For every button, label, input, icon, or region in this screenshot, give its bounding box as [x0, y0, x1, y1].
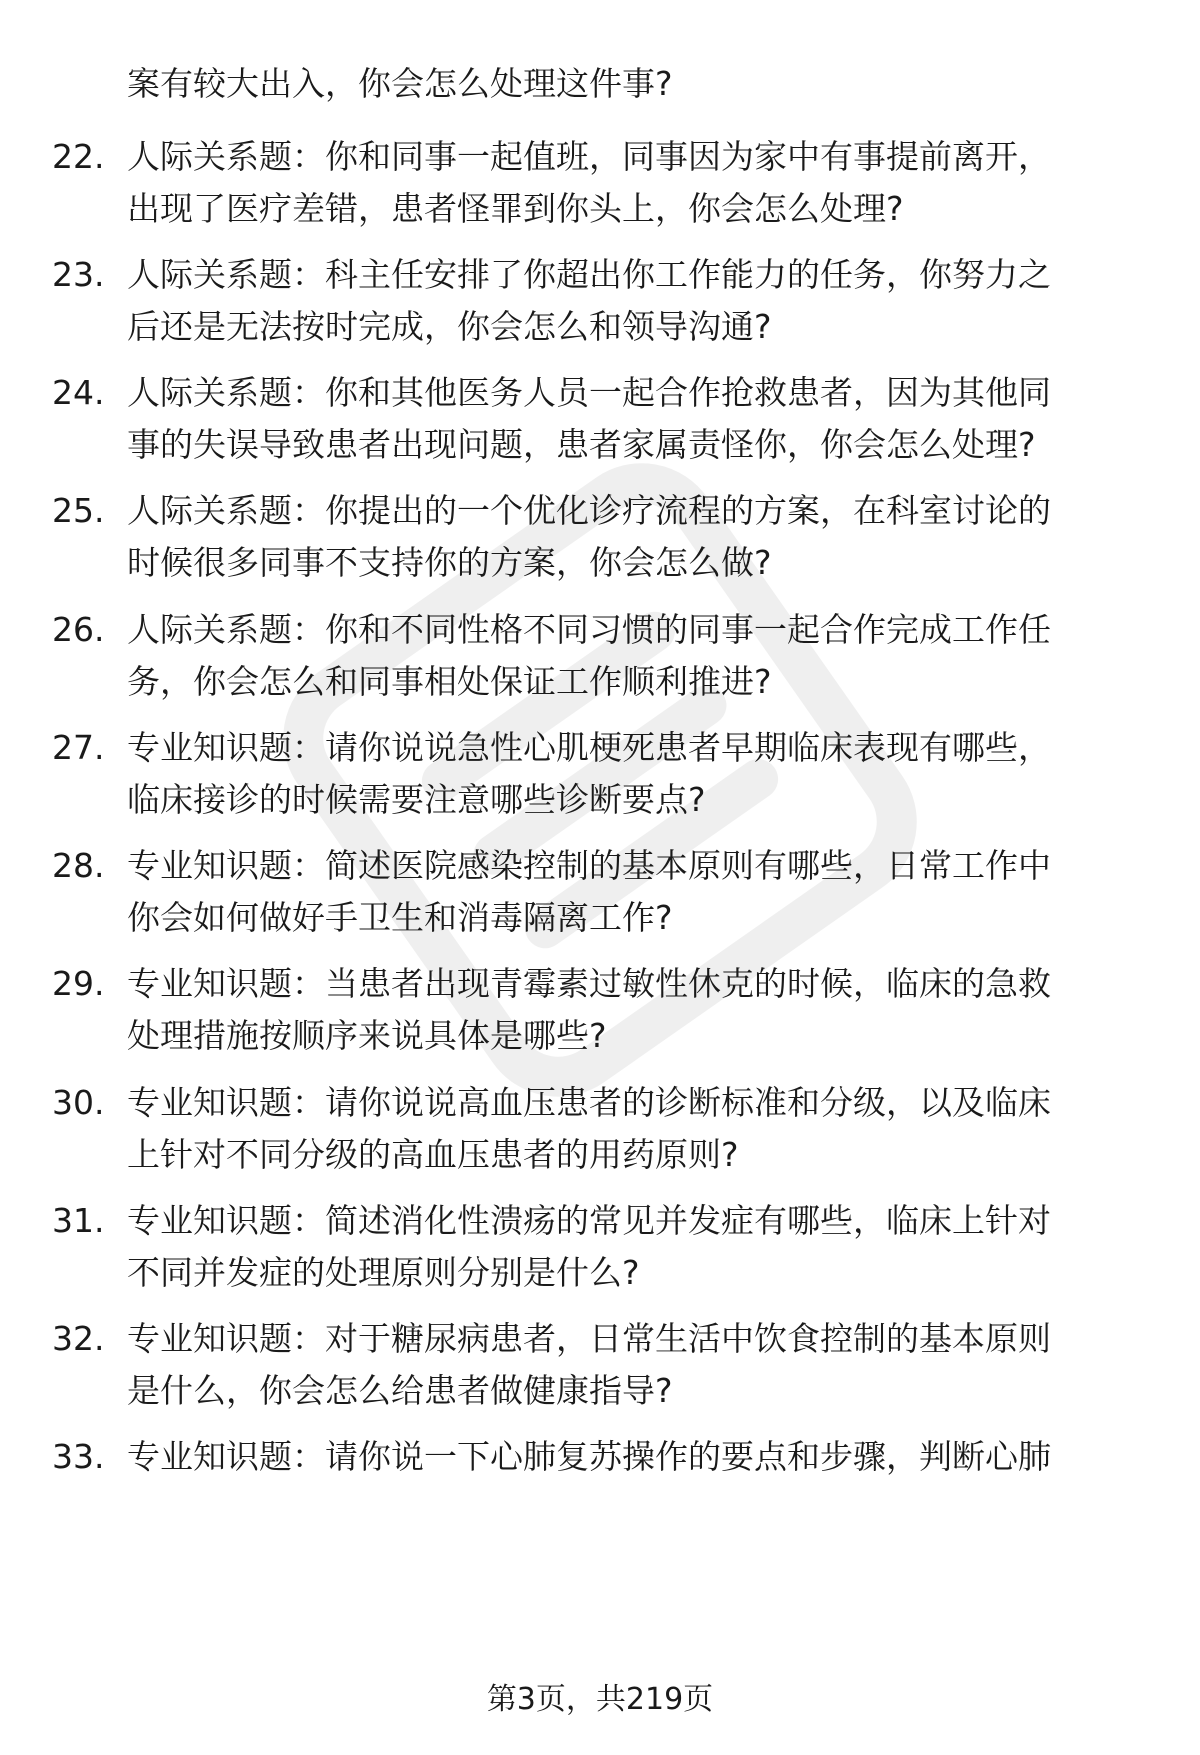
question-number: 29. [52, 964, 105, 1003]
question-text-line: 人际关系题：你和不同性格不同习惯的同事一起合作完成工作任 [127, 610, 1051, 649]
question-number: 32. [52, 1319, 105, 1358]
question-number: 30. [52, 1083, 105, 1122]
question-text-line: 人际关系题：你提出的一个优化诊疗流程的方案，在科室讨论的 [127, 491, 1051, 530]
page-footer: 第3页，共219页 [486, 1682, 714, 1717]
question-text-line: 专业知识题：当患者出现青霉素过敏性休克的时候，临床的急救 [127, 964, 1051, 1003]
question-text-line: 不同并发症的处理原则分别是什么? [127, 1253, 640, 1292]
question-text-line: 事的失误导致患者出现问题，患者家属责怪你，你会怎么处理? [127, 425, 1036, 464]
question-number: 26. [52, 610, 105, 649]
question-text-line: 你会如何做好手卫生和消毒隔离工作? [127, 898, 673, 937]
question-text-line: 人际关系题：科主任安排了你超出你工作能力的任务，你努力之 [127, 255, 1051, 294]
question-text-line: 专业知识题：请你说说急性心肌梗死患者早期临床表现有哪些， [127, 728, 1051, 767]
question-number: 33. [52, 1437, 105, 1476]
question-text-line: 临床接诊的时候需要注意哪些诊断要点? [127, 780, 706, 819]
question-text-line: 时候很多同事不支持你的方案，你会怎么做? [127, 543, 772, 582]
question-text-line: 人际关系题：你和其他医务人员一起合作抢救患者，因为其他同 [127, 373, 1051, 412]
question-text-line: 务，你会怎么和同事相处保证工作顺利推进? [127, 662, 772, 701]
question-text-line: 后还是无法按时完成，你会怎么和领导沟通? [127, 307, 772, 346]
question-number: 27. [52, 728, 105, 767]
question-number: 25. [52, 491, 105, 530]
question-number: 31. [52, 1201, 105, 1240]
question-number: 28. [52, 846, 105, 885]
continuation-line: 案有较大出入，你会怎么处理这件事? [127, 64, 673, 103]
question-number: 22. [52, 137, 105, 176]
question-text-line: 处理措施按顺序来说具体是哪些? [127, 1016, 607, 1055]
question-text-line: 专业知识题：请你说一下心肺复苏操作的要点和步骤，判断心肺 [127, 1437, 1051, 1476]
question-text-line: 出现了医疗差错，患者怪罪到你头上，你会怎么处理? [127, 189, 904, 228]
question-text-line: 专业知识题：简述医院感染控制的基本原则有哪些，日常工作中 [127, 846, 1051, 885]
question-number: 23. [52, 255, 105, 294]
question-text-line: 专业知识题：简述消化性溃疡的常见并发症有哪些，临床上针对 [127, 1201, 1051, 1240]
question-text-line: 人际关系题：你和同事一起值班，同事因为家中有事提前离开， [127, 137, 1051, 176]
question-text-line: 是什么，你会怎么给患者做健康指导? [127, 1371, 673, 1410]
question-number: 24. [52, 373, 105, 412]
question-text-line: 专业知识题：对于糖尿病患者，日常生活中饮食控制的基本原则 [127, 1319, 1051, 1358]
question-text-line: 上针对不同分级的高血压患者的用药原则? [127, 1135, 739, 1174]
question-text-line: 专业知识题：请你说说高血压患者的诊断标准和分级，以及临床 [127, 1083, 1051, 1122]
